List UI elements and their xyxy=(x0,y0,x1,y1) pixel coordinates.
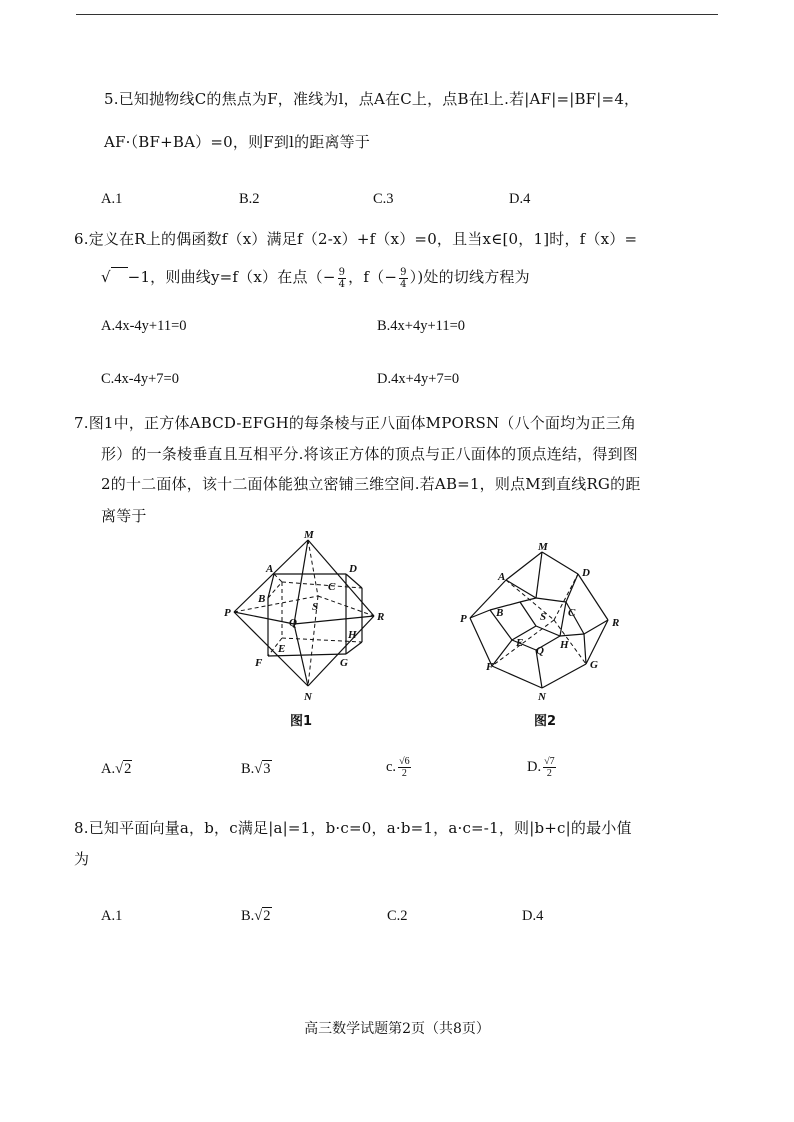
figure-2-dodecahedron xyxy=(456,540,628,702)
q8-option-b: B.√2 xyxy=(241,908,271,924)
fig1-label-f: F xyxy=(255,657,263,669)
fig1-label-c: C xyxy=(328,581,336,593)
fig2-label-q: Q xyxy=(536,645,544,657)
q8-option-c: C.2 xyxy=(387,908,408,924)
fig1-label-p: P xyxy=(224,607,231,619)
q7-option-a: A.√2 xyxy=(101,761,132,777)
q8-line1: 8.已知平面向量a，b，c满足|a|=1，b·c=0，a·b=1，a·c=-1，则|b+c|的最小值 xyxy=(74,819,632,837)
fig1-label-a: A xyxy=(266,563,274,575)
page-footer: 高三数学试题第2页（共8页） xyxy=(304,1021,490,1037)
q5-line2: AF·（BF+BA）=0，则F到l的距离等于 xyxy=(104,133,371,151)
fig2-label-a: A xyxy=(498,571,506,583)
figure-1-caption: 图1 xyxy=(290,714,313,729)
fig2-label-e: E xyxy=(516,637,524,649)
fig1-label-g: G xyxy=(340,657,348,669)
q5-option-a: A.1 xyxy=(101,191,123,207)
q6-option-c: C.4x-4y+7=0 xyxy=(101,371,179,387)
q7-option-c: c. $\frac{√6}{2}$ xyxy=(386,756,410,779)
q6-line2-c: ）)处的切线方程为 xyxy=(409,268,530,286)
q6-option-b: B.4x+4y+11=0 xyxy=(377,318,466,334)
fig1-label-d: D xyxy=(349,563,357,575)
q8-line2: 为 xyxy=(74,850,90,868)
q6-option-d: D.4x+4y+7=0 xyxy=(377,371,460,387)
fig2-label-n: N xyxy=(538,691,546,702)
fig2-label-h: H xyxy=(560,639,569,651)
q7-line2: 形）的一条棱垂直且互相平分.将该正方体的顶点与正八面体的顶点连结，得到图 xyxy=(101,445,638,463)
figure-2-caption: 图2 xyxy=(534,714,557,729)
q8-option-d: D.4 xyxy=(522,908,544,924)
fig1-label-q: Q xyxy=(289,617,297,629)
q5-option-b: B.2 xyxy=(239,191,260,207)
q7-option-d: D. $\frac{√7}{2}$ xyxy=(527,756,555,779)
fig1-label-h: H xyxy=(348,629,357,641)
fig1-label-r: R xyxy=(377,611,385,623)
sqrt-sign: √ xyxy=(101,268,128,286)
fig2-label-c: C xyxy=(568,607,576,619)
fig1-label-s: S xyxy=(312,601,319,613)
fig1-label-e: E xyxy=(278,643,286,655)
q6-line1: 6.定义在R上的偶函数f（x）满足f（2-x）+f（x）=0，且当x∈[0，1]时，f（x）= xyxy=(74,230,638,248)
q5-line1: 5.已知抛物线C的焦点为F，准线为l，点A在C上，点B在l上.若|AF|=|BF|=4， xyxy=(104,90,640,108)
q7-line4: 离等于 xyxy=(101,507,147,525)
q5-option-d: D.4 xyxy=(509,191,531,207)
fig2-label-r: R xyxy=(612,617,620,629)
fig1-label-m: M xyxy=(304,530,314,541)
fig2-label-p: P xyxy=(460,613,467,625)
fig2-label-s: S xyxy=(540,611,547,623)
q5-option-c: C.3 xyxy=(373,191,394,207)
figure-1-cube-octahedron xyxy=(222,530,392,702)
fig2-label-g: G xyxy=(590,659,598,671)
q7-option-b: B.√3 xyxy=(241,761,271,777)
q6-fraction-2: $\frac{9}{4}$ xyxy=(400,266,407,290)
fig1-label-b: B xyxy=(258,593,266,605)
fig2-label-d: D xyxy=(582,567,590,579)
fig2-label-b: B xyxy=(496,607,504,619)
fig2-label-m: M xyxy=(538,541,548,553)
fig2-label-f: F xyxy=(486,661,494,673)
q8-option-a: A.1 xyxy=(101,908,123,924)
q6-line2 xyxy=(101,266,530,290)
q7-line3: 2的十二面体，该十二面体能独立密铺三维空间.若AB=1，则点M到直线RG的距 xyxy=(101,475,641,493)
q6-line2-a: −1，则曲线y=f（x）在点（− xyxy=(127,268,336,286)
top-rule xyxy=(76,14,718,15)
q6-option-a: A.4x-4y+11=0 xyxy=(101,318,187,334)
q6-fraction-1: $\frac{9}{4}$ xyxy=(338,266,346,290)
fig1-label-n: N xyxy=(304,691,312,702)
q6-line2-b: ，f（− xyxy=(348,268,398,286)
q7-line1: 7.图1中，正方体ABCD-EFGH的每条棱与正八面体MPORSN（八个面均为正三角 xyxy=(74,414,637,432)
